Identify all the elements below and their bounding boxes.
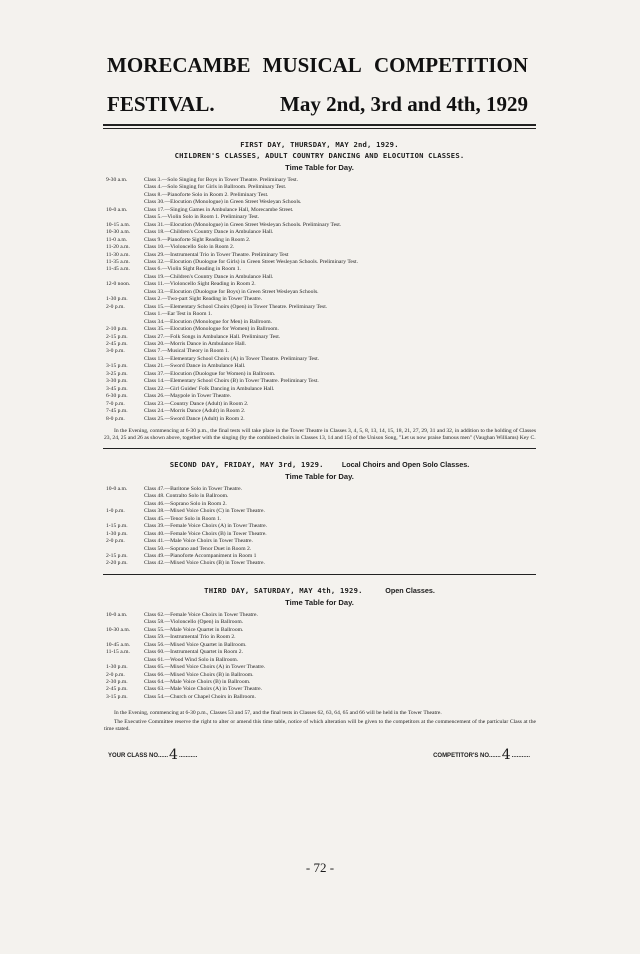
- schedule-time: [106, 311, 144, 318]
- schedule-entry: Class 17.—Singing Games in Ambulance Hall, Morecambe Street.: [144, 206, 294, 213]
- schedule-time: 2-10 p.m.: [106, 326, 128, 333]
- day3-evening-note: In the Evening, commencing at 6-30 p.m., Classes 53 and 57, and the final tests in Classes 62, 63, 64, 65 and 66 will be held in the Tower Theatre.: [114, 710, 442, 717]
- schedule-row: [106, 649, 536, 656]
- day1-timetable-label: Time Table for Day.: [285, 163, 354, 172]
- competitor-label: COMPETITOR'S NO.: [433, 753, 491, 760]
- schedule-time: [106, 493, 144, 500]
- schedule-entry: Class 29.—Instrumental Trio in Tower Theatre. Preliminary Test: [144, 251, 289, 258]
- schedule-entry: Class 46.—Soprano Solo in Room 2.: [144, 500, 227, 507]
- schedule-entry: Class 61.—Wood Wind Solo in Ballroom.: [144, 656, 239, 663]
- schedule-time: 8-0 p.m.: [106, 415, 125, 422]
- schedule-time: 3-0 p.m.: [106, 348, 125, 355]
- schedule-entry: Class 4.—Solo Singing for Girls in Ballroom. Preliminary Test.: [144, 184, 287, 191]
- schedule-entry: Class 18.—Children's Country Dance in Ambulance Hall.: [144, 229, 274, 236]
- schedule-entry: Class 9.—Pianoforte Sight Reading in Room 2.: [144, 236, 251, 243]
- schedule-entry: Class 64.—Male Voice Choirs (B) in Ballroom.: [144, 679, 251, 686]
- title-musical: MUSICAL: [262, 53, 362, 77]
- day2-timetable-label: Time Table for Day.: [285, 471, 354, 481]
- schedule-row: [106, 378, 536, 385]
- schedule-row: [106, 319, 536, 326]
- schedule-time: 3-25 p.m.: [106, 370, 128, 377]
- schedule-entry: Class 66.—Mixed Voice Choirs (B) in Ballroom.: [144, 671, 254, 678]
- schedule-row: [106, 642, 536, 649]
- schedule-row: [106, 627, 536, 634]
- your-class-label: YOUR CLASS NO.: [108, 753, 160, 760]
- schedule-entry: Class 26.—Maypole in Tower Theatre.: [144, 393, 232, 400]
- schedule-entry: Class 5.—Violin Solo in Room 1. Preliminary Test.: [144, 214, 260, 221]
- header-rule: [103, 124, 536, 129]
- schedule-time: 10-0 a.m.: [106, 611, 128, 618]
- schedule-time: 3-15 p.m.: [106, 363, 128, 370]
- schedule-row: [106, 634, 536, 641]
- competitor-value: 4: [501, 747, 511, 764]
- title-dates: May 2nd, 3rd and 4th, 1929: [280, 92, 528, 116]
- schedule-time: [106, 192, 144, 199]
- schedule-entry: Class 21.—Sword Dance in Ambulance Hall.: [144, 363, 246, 370]
- title-festival: FESTIVAL.: [107, 92, 215, 116]
- day3-schedule: [106, 612, 536, 701]
- day3-heading: [103, 585, 536, 596]
- schedule-row: [106, 222, 536, 229]
- schedule-entry: Class 42.—Mixed Voice Choirs (B) in Tower Theatre.: [144, 560, 265, 567]
- schedule-entry: Class 56.—Mixed Voice Quartet in Ballroom.: [144, 641, 247, 648]
- schedule-row: [106, 363, 536, 370]
- schedule-row: [106, 619, 536, 626]
- schedule-entry: Class 55.—Male Voice Quartet in Ballroom.: [144, 626, 244, 633]
- day1-rule: [103, 448, 536, 449]
- day1-evening-note: In the Evening, commencing at 6-30 p.m., the final tests will take place in the Tower Theatre in Classes 3, 4, 5, 8, 13, 14, 15, 18, 21, 27, 29, 31 and 32, in addition to the holding of Classes 23, 24, 25 and 26 as shown above, together with the singing (by the combined choirs in Classes 13, 14 and 15) of the Unison Song, "Let us now praise famous men" (Vaughan Williams) Key C.: [104, 427, 536, 441]
- schedule-time: 12-0 noon.: [106, 281, 131, 288]
- schedule-time: 11-15 a.m.: [106, 649, 130, 656]
- day1-heading: FIRST DAY, THURSDAY, MAY 2nd, 1929.: [240, 140, 399, 149]
- schedule-time: 1-15 p.m.: [106, 523, 128, 530]
- schedule-row: [106, 237, 536, 244]
- schedule-time: 1-30 p.m.: [106, 530, 128, 537]
- schedule-entry: Class 60.—Instrumental Quartet in Room 2.: [144, 649, 243, 656]
- schedule-time: 7-0 p.m.: [106, 400, 125, 407]
- schedule-row: [106, 244, 536, 251]
- schedule-entry: Class 3.—Solo Singing for Boys in Tower Theatre. Preliminary Test.: [144, 177, 298, 183]
- schedule-time: 10-0 a.m.: [106, 206, 128, 213]
- your-class-field[interactable]: YOUR CLASS NO......4...........: [108, 747, 198, 764]
- entry-fields: [108, 745, 530, 764]
- schedule-time: [106, 516, 144, 523]
- schedule-time: 10-45 a.m.: [106, 641, 131, 648]
- schedule-time: [106, 546, 144, 553]
- schedule-row: [106, 493, 536, 500]
- day2-subheading: Local Choirs and Open Solo Classes.: [341, 459, 470, 469]
- day2-heading-text: SECOND DAY, FRIDAY, MAY 3rd, 1929.: [169, 459, 324, 469]
- schedule-time: [106, 199, 144, 206]
- page-number: - 72 -: [305, 860, 335, 875]
- schedule-entry: Class 24.—Morris Dance (Adult) in Room 2.: [144, 408, 246, 415]
- schedule-row: [106, 508, 536, 515]
- schedule-row: [106, 259, 536, 266]
- schedule-entry: Class 2.—Two-part Sight Reading in Tower Theatre.: [144, 296, 263, 303]
- schedule-entry: Class 62.—Female Voice Choirs in Tower Theatre.: [144, 611, 258, 618]
- schedule-entry: Class 39.—Female Voice Choirs (A) in Tower Theatre.: [144, 523, 268, 530]
- schedule-entry: Class 13.—Elementary School Choirs (A) in Tower Theatre. Preliminary Test.: [144, 355, 320, 362]
- schedule-row: [106, 393, 536, 400]
- day2-schedule: [106, 486, 536, 568]
- schedule-time: 9-30 a.m.: [106, 177, 128, 183]
- schedule-time: 2-45 p.m.: [106, 686, 128, 693]
- schedule-time: [106, 274, 144, 281]
- schedule-entry: Class 10.—Violoncello Solo in Room 2.: [144, 244, 235, 251]
- schedule-row: [106, 672, 536, 679]
- schedule-time: 10-30 a.m.: [106, 229, 131, 236]
- day3-subheading: Open Classes.: [385, 585, 435, 595]
- schedule-row: [106, 523, 536, 530]
- schedule-entry: Class 23.—Country Dance (Adult) in Room 2.: [144, 400, 249, 407]
- schedule-entry: Class 31.—Elocution (Monologue) in Green Street Wesleyan Schools. Preliminary Test.: [144, 221, 342, 228]
- schedule-entry: Class 35.—Elocution (Monologue for Women) in Ballroom.: [144, 326, 279, 333]
- schedule-row: [106, 334, 536, 341]
- schedule-entry: Class 49.—Pianoforte Accompaniment in Room 1: [144, 553, 257, 560]
- schedule-time: 2-45 p.m.: [106, 340, 128, 347]
- schedule-time: 11-35 a.m.: [106, 258, 130, 265]
- schedule-time: [106, 356, 144, 363]
- schedule-time: 3-45 p.m.: [106, 385, 128, 392]
- day1-subheading: CHILDREN'S CLASSES, ADULT COUNTRY DANCING AND ELOCUTION CLASSES.: [174, 151, 465, 160]
- schedule-entry: Class 63.—Male Voice Choirs (A) in Tower Theatre.: [144, 686, 263, 693]
- schedule-row: [106, 657, 536, 664]
- schedule-time: [106, 657, 144, 664]
- schedule-time: 10-30 a.m.: [106, 626, 131, 633]
- schedule-entry: Class 34.—Elocution (Monologue for Men) in Ballroom.: [144, 318, 273, 325]
- schedule-row: [106, 252, 536, 259]
- schedule-row: [106, 296, 536, 303]
- schedule-time: 11-30 a.m.: [106, 251, 130, 258]
- schedule-entry: Class 38.—Mixed Voice Choirs (C) in Tower Theatre.: [144, 508, 265, 515]
- schedule-time: [106, 214, 144, 221]
- schedule-row: [106, 199, 536, 206]
- schedule-time: 10-0 a.m.: [106, 485, 128, 492]
- schedule-time: 3-15 p.m.: [106, 693, 128, 700]
- schedule-entry: Class 20.—Morris Dance in Ambulance Hall.: [144, 340, 247, 347]
- schedule-row: [106, 289, 536, 296]
- schedule-time: 11-45 a.m.: [106, 266, 130, 273]
- title-morecambe: MORECAMBE: [107, 53, 251, 77]
- schedule-entry: Class 30.—Elocution (Monologue) in Green Street Wesleyan Schools.: [144, 199, 302, 206]
- schedule-time: 1-30 p.m.: [106, 296, 128, 303]
- schedule-entry: Class 41.—Male Voice Choirs in Tower Theatre.: [144, 538, 253, 545]
- schedule-row: [106, 531, 536, 538]
- schedule-entry: Class 27.—Folk Songs in Ambulance Hall. Preliminary Test.: [144, 333, 281, 340]
- timetable-sheet: [88, 40, 536, 764]
- schedule-row: [106, 664, 536, 671]
- schedule-entry: Class 6.—Violin Sight Reading in Room 1.: [144, 266, 241, 273]
- schedule-entry: Class 65.—Mixed Voice Choirs (A) in Tower Theatre.: [144, 664, 266, 671]
- schedule-time: 11-0 a.m.: [106, 236, 128, 243]
- schedule-row: [106, 546, 536, 553]
- schedule-entry: Class 33.—Elocution (Duologue for Boys) in Green Street Wesleyan Schools.: [144, 288, 319, 295]
- schedule-row: [106, 416, 536, 423]
- competitor-field[interactable]: COMPETITOR'S NO.......4...........: [433, 747, 530, 764]
- schedule-row: [106, 538, 536, 545]
- day2-rule: [103, 574, 536, 575]
- day2-heading: [103, 459, 536, 470]
- day1-schedule: [106, 177, 536, 423]
- schedule-row: [106, 486, 536, 493]
- schedule-time: 10-15 a.m.: [106, 221, 131, 228]
- schedule-entry: Class 48. Contralto Solo in Ballroom.: [144, 493, 229, 500]
- schedule-time: 2-15 p.m.: [106, 553, 128, 560]
- schedule-row: [106, 311, 536, 318]
- schedule-time: 1-0 p.m.: [106, 508, 125, 515]
- schedule-entry: Class 32.—Elocution (Duologue for Girls) in Green Street Wesleyan Schools. Preliminary Test.: [144, 258, 358, 265]
- schedule-time: 2-0 p.m.: [106, 303, 125, 310]
- schedule-row: [106, 694, 536, 701]
- schedule-row: [106, 401, 536, 408]
- schedule-time: 2-15 p.m.: [106, 333, 128, 340]
- schedule-row: [106, 386, 536, 393]
- schedule-entry: Class 1.—Ear Test in Room 1.: [144, 311, 213, 318]
- committee-note: The Executive Committee reserve the right to alter or amend this time table, notice of which alteration will be given to the competitors at the commencement of the particular Class at the time stated.: [104, 719, 536, 733]
- schedule-time: 1-30 p.m.: [106, 664, 128, 671]
- schedule-row: [106, 304, 536, 311]
- schedule-time: 2-30 p.m.: [106, 679, 128, 686]
- schedule-entry: Class 47.—Baritone Solo in Tower Theatre.: [144, 485, 243, 492]
- schedule-time: [106, 619, 144, 626]
- schedule-row: [106, 356, 536, 363]
- schedule-time: [106, 289, 144, 296]
- schedule-time: [106, 501, 144, 508]
- schedule-entry: Class 19.—Children's Country Dance in Ambulance Hall.: [144, 273, 274, 280]
- schedule-entry: Class 50.—Soprano and Tenor Duet in Room 2.: [144, 545, 252, 552]
- schedule-entry: Class 8.—Pianoforte Solo in Room 2. Preliminary Test.: [144, 191, 269, 198]
- schedule-time: 6-30 p.m.: [106, 393, 128, 400]
- schedule-row: [106, 229, 536, 236]
- schedule-entry: Class 59.—Instrumental Trio in Room 2.: [144, 634, 236, 641]
- schedule-row: [106, 326, 536, 333]
- schedule-entry: Class 22.—Girl Guides' Folk Dancing in Ambulance Hall.: [144, 385, 275, 392]
- schedule-row: [106, 686, 536, 693]
- schedule-row: [106, 281, 536, 288]
- schedule-row: [106, 207, 536, 214]
- schedule-entry: Class 7.—Musical Theory in Room 1.: [144, 348, 230, 355]
- schedule-time: 3-30 p.m.: [106, 378, 128, 385]
- your-class-value: 4: [169, 747, 178, 764]
- schedule-entry: Class 40.—Female Voice Choirs (B) in Tower Theatre.: [144, 530, 267, 537]
- schedule-row: [106, 408, 536, 415]
- title-competition: COMPETITION: [373, 53, 528, 77]
- schedule-entry: Class 58.—Violoncello (Open) in Ballroom.: [144, 619, 244, 626]
- schedule-row: [106, 560, 536, 567]
- day3-timetable-label: Time Table for Day.: [285, 597, 354, 607]
- schedule-entry: Class 15.—Elementary School Choirs (Open) in Tower Theatre. Preliminary Test.: [144, 303, 328, 310]
- schedule-entry: Class 11.—Violoncello Sight Reading in Room 2.: [144, 281, 256, 288]
- schedule-row: [106, 184, 536, 191]
- schedule-row: [106, 266, 536, 273]
- schedule-row: [106, 348, 536, 355]
- schedule-row: [106, 341, 536, 348]
- schedule-row: [106, 214, 536, 221]
- schedule-time: 11-20 a.m.: [106, 244, 130, 251]
- schedule-time: 2-0 p.m.: [106, 671, 125, 678]
- schedule-entry: Class 45.—Tenor Solo in Room 1.: [144, 515, 222, 522]
- day3-heading-text: THIRD DAY, SATURDAY, MAY 4th, 1929.: [204, 585, 363, 595]
- title-line-2: [107, 91, 528, 118]
- schedule-time: [106, 319, 144, 326]
- schedule-entry: Class 25.—Sword Dance (Adult) in Room 2.: [144, 415, 245, 422]
- schedule-time: 2-20 p.m.: [106, 560, 128, 567]
- schedule-time: 2-0 p.m.: [106, 538, 125, 545]
- schedule-time: [106, 634, 144, 641]
- schedule-entry: Class 14.—Elementary School Choirs (B) in Tower Theatre. Preliminary Test.: [144, 378, 319, 385]
- schedule-time: 7-45 p.m.: [106, 408, 128, 415]
- schedule-time: [106, 184, 144, 191]
- schedule-row: [106, 274, 536, 281]
- title-line-1: [107, 52, 528, 79]
- schedule-entry: Class 54.—Church or Chapel Choirs in Ballroom.: [144, 693, 256, 700]
- schedule-entry: Class 37.—Elocution (Duologue for Women) in Ballroom.: [144, 370, 276, 377]
